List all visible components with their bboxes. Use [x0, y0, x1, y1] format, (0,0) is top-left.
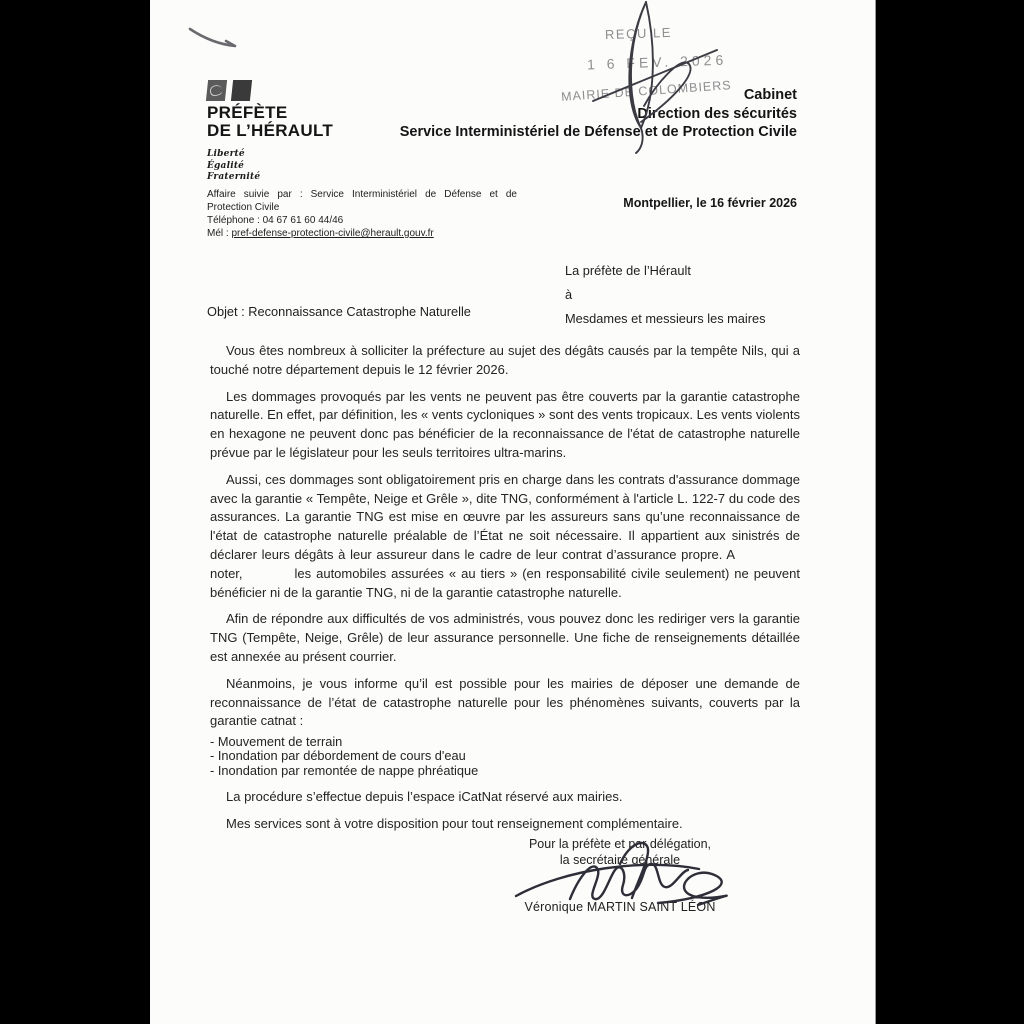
republic-motto: [207, 149, 333, 184]
list-item: - Inondation par débordement de cours d'eau: [210, 748, 466, 764]
letter-page: [150, 0, 876, 1024]
prefecture-name-line2: DE L’HÉRAULT: [207, 121, 334, 140]
paragraph-4: Afin de répondre aux difficultés de vos administrés, vous pouvez donc les rediriger vers la garantie TNG (Tempête, Neige, Grêle) de leur assurance personnelle. Une fiche de renseignements détaillée est annexée au présent courrier.: [210, 611, 800, 664]
contact-email-line: [207, 227, 517, 240]
marianne-flag-right-icon: [231, 80, 252, 101]
recipient-line: Mesdames et messieurs les maires: [565, 311, 766, 326]
paragraph-5: Néanmoins, je vous informe qu’il est possible pour les mairies de déposer une demande de reconnaissance de l’état de catastrophe naturelle pour les phénomènes suivants, couverts par la garantie catnat :: [210, 675, 800, 729]
pen-check-icon: [190, 29, 235, 46]
list-item: - Inondation par remontée de nappe phréatique: [210, 762, 479, 778]
signature-title-line: la secrétaire générale: [559, 853, 681, 867]
closing-procedure: La procédure s’effectue depuis l’espace iCatNat réservé aux mairies.: [226, 788, 623, 804]
stamp-date: 1 6 FEV. 2026: [586, 51, 728, 73]
recipient-line: à: [565, 287, 573, 302]
department-header: [400, 86, 797, 142]
header-cabinet: Cabinet: [743, 87, 797, 103]
contact-email-label: Mél :: [207, 228, 232, 239]
phenomena-list: [210, 735, 800, 778]
signatory-name: Véronique MARTIN SAINT LÉON: [524, 900, 716, 914]
stamp-recu-le: REÇU LE: [604, 24, 673, 43]
dateline: Montpellier, le 16 février 2026: [623, 196, 797, 210]
stamp-mairie: MAIRIE DE COLOMBIERS: [560, 78, 733, 104]
recipient-block: [565, 264, 766, 336]
marianne-flag-left-icon: [206, 80, 227, 101]
header-direction: Direction des sécurités: [637, 105, 797, 122]
contact-phone: Téléphone : 04 67 61 60 44/46: [207, 215, 344, 226]
signature-block: [455, 836, 785, 915]
motto-line: Égalité: [207, 160, 245, 171]
prefecture-logo: [207, 80, 333, 184]
contact-affaire: Affaire suivie par : Service Interministériel de Défense et de Protection Civile: [207, 189, 517, 213]
signature-delegation-line: Pour la préfète et par délégation,: [528, 837, 712, 851]
motto-line: Fraternité: [207, 172, 261, 182]
motto-line: Liberté: [207, 149, 245, 159]
recipient-line: La préfète de l’Hérault: [565, 263, 691, 278]
letter-body: [210, 342, 800, 841]
paragraph-1: Vous êtes nombreux à solliciter la préfecture au sujet des dégâts causés par la tempête Nils, qui a touché notre département depuis le 12 février 2026.: [210, 343, 800, 377]
closing-services: Mes services sont à votre disposition pour tout renseignement complémentaire.: [226, 815, 683, 831]
header-service: Service Interministériel de Défense et de Protection Civile: [399, 124, 797, 140]
paragraph-3: Aussi, ces dommages sont obligatoirement pris en charge dans les contrats d'assurance dommage avec la garantie « Tempête, Neige et Grêle », dite TNG, conformément à l'article L. 122-7 du code des assurances. La garantie TNG est mise en œuvre par les assureurs sans qu’une reconnaissance de l'état de catastrophe naturelle préalable de l’État ne soit nécessaire. Il appartient aux sinistrés de déclarer leurs dégâts à leur assureur dans le cadre de leur contrat d’assurance propre. A noter, les automobiles assurées « au tiers » (en responsabilité civile seulement) ne peuvent bénéficier ni de la garantie TNG, ni de la garantie catastrophe naturelle.: [210, 471, 800, 600]
french-flag-icon: [207, 80, 333, 102]
object-line: Objet : Reconnaissance Catastrophe Naturelle: [207, 304, 471, 319]
list-item: - Mouvement de terrain: [210, 734, 343, 750]
paragraph-2: Les dommages provoqués par les vents ne peuvent pas être couverts par la garantie catastrophe naturelle. En effet, par définition, les « vents cycloniques » sont des vents tropicaux. Les vents violents en hexagone ne peuvent donc pas bénéficier de la reconnaissance de l'état de catastrophe naturelle prévue par le législateur pour les seuls territoires ultra-marins.: [210, 388, 800, 460]
contact-block: [207, 188, 517, 240]
contact-email-link: pref-defense-protection-civile@herault.gouv.fr: [231, 228, 434, 239]
prefecture-name-line1: PRÉFÈTE: [207, 103, 288, 122]
